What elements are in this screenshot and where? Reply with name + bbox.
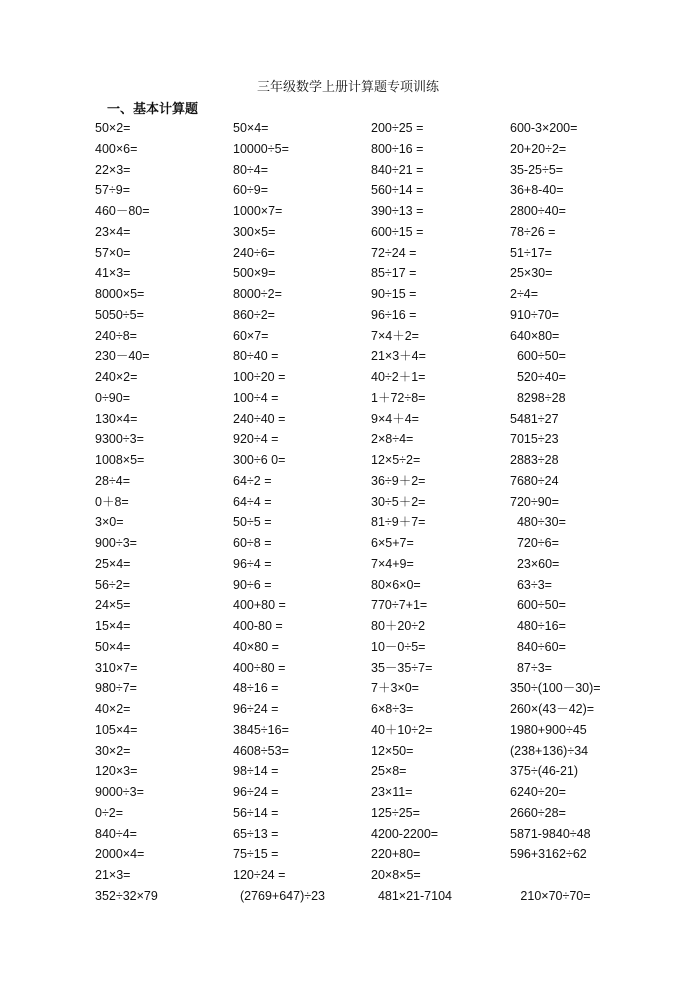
exercise-row: [0, 367, 696, 388]
exercise-row: [0, 263, 696, 284]
exercise-row: [0, 326, 696, 347]
exercise-item: 56÷2=: [95, 577, 131, 592]
exercise-row: [0, 554, 696, 575]
exercise-item: 980÷7=: [95, 681, 137, 696]
exercise-item: 40÷2＋1=: [371, 370, 426, 384]
exercise-item: 35－35÷7=: [371, 660, 433, 675]
exercise-item: 120×3=: [95, 764, 138, 779]
exercise-item: 80×6×0=: [371, 577, 421, 592]
exercise-item: 75÷15 =: [233, 847, 279, 862]
exercise-row: [0, 492, 696, 513]
exercise-item: 5871-9840÷48: [510, 826, 591, 841]
exercise-item: 596+3162÷62: [510, 847, 587, 862]
exercise-item: 240÷6=: [233, 245, 275, 260]
exercise-item: 90÷6 =: [233, 577, 272, 592]
exercise-item: 22×3=: [95, 162, 131, 177]
exercise-row: [0, 637, 696, 658]
exercise-item: 8298÷28: [510, 390, 566, 405]
exercise-item: 800÷16 =: [371, 141, 424, 156]
exercise-item: 600-3×200=: [510, 121, 578, 135]
exercise-item: 220+80=: [371, 847, 421, 862]
exercise-item: 96÷16 =: [371, 307, 417, 322]
exercise-item: 9000÷3=: [95, 785, 144, 799]
exercise-item: 600÷50=: [510, 349, 566, 364]
exercise-item: 100÷20 =: [233, 370, 286, 384]
exercise-item: 80÷40 =: [233, 349, 279, 364]
exercise-item: 720÷6=: [510, 536, 559, 550]
exercise-grid: [0, 118, 696, 907]
exercise-item: (238+136)÷34: [510, 743, 589, 758]
exercise-item: 1＋72÷8=: [371, 390, 426, 405]
exercise-item: 600÷15 =: [371, 224, 424, 239]
exercise-row: [0, 222, 696, 243]
exercise-item: 125÷25=: [371, 805, 420, 820]
exercise-item: 260×(43－42)=: [510, 702, 595, 716]
exercise-item: 600÷50=: [510, 598, 566, 613]
exercise-item: 5050÷5=: [95, 307, 144, 322]
exercise-item: 100÷4 =: [233, 390, 279, 405]
exercise-item: 9×4＋4=: [371, 411, 419, 426]
exercise-row: [0, 201, 696, 222]
exercise-item: 390÷13 =: [371, 204, 424, 218]
exercise-row: [0, 512, 696, 533]
exercise-row: [0, 616, 696, 637]
exercise-item: 80＋20÷2: [371, 619, 426, 633]
exercise-item: 50×4=: [233, 121, 269, 135]
exercise-item: 460－80=: [95, 204, 150, 218]
exercise-item: 8000×5=: [95, 287, 145, 301]
exercise-item: 60×7=: [233, 328, 269, 343]
exercise-item: 57÷9=: [95, 183, 131, 198]
exercise-item: 910÷70=: [510, 307, 559, 322]
exercise-item: 41×3=: [95, 266, 131, 281]
exercise-item: 210×70÷70=: [510, 888, 591, 903]
exercise-item: 300×5=: [233, 224, 276, 239]
exercise-item: 50×2=: [95, 121, 131, 135]
exercise-item: 57×0=: [95, 245, 131, 260]
exercise-item: 2660÷28=: [510, 805, 566, 820]
exercise-row: [0, 429, 696, 450]
exercise-row: [0, 450, 696, 471]
exercise-item: 60÷8 =: [233, 536, 272, 550]
exercise-item: 40×80 =: [233, 639, 279, 654]
exercise-item: 98÷14 =: [233, 764, 279, 779]
exercise-item: 240÷40 =: [233, 411, 286, 426]
exercise-item: 90÷15 =: [371, 287, 417, 301]
exercise-item: 2883÷28: [510, 453, 559, 467]
exercise-row: [0, 533, 696, 554]
exercise-item: 35-25÷5=: [510, 162, 564, 177]
exercise-item: 24×5=: [95, 598, 131, 613]
exercise-item: 7×4＋2=: [371, 328, 419, 343]
exercise-row: [0, 824, 696, 845]
exercise-item: 500×9=: [233, 266, 276, 281]
exercise-row: [0, 409, 696, 430]
exercise-item: 28÷4=: [95, 473, 131, 488]
exercise-item: 1980+900÷45: [510, 722, 587, 737]
exercise-item: 2÷4=: [510, 287, 539, 301]
exercise-item: 10000÷5=: [233, 141, 289, 156]
exercise-item: 30×2=: [95, 743, 131, 758]
exercise-row: [0, 595, 696, 616]
exercise-item: 30÷5＋2=: [371, 494, 426, 509]
exercise-row: [0, 678, 696, 699]
exercise-item: 20+20÷2=: [510, 141, 567, 156]
exercise-item: 51÷17=: [510, 245, 552, 260]
exercise-item: 56÷14 =: [233, 805, 279, 820]
exercise-row: [0, 865, 696, 886]
exercise-item: 15×4=: [95, 619, 131, 633]
exercise-item: 81÷9＋7=: [371, 515, 426, 530]
exercise-row: [0, 118, 696, 139]
exercise-row: [0, 180, 696, 201]
exercise-item: 96÷4 =: [233, 556, 272, 571]
exercise-item: 840÷21 =: [371, 162, 424, 177]
exercise-item: 23×60=: [510, 556, 560, 571]
exercise-item: 5481÷27: [510, 411, 559, 426]
exercise-item: 375÷(46-21): [510, 764, 579, 779]
exercise-row: [0, 160, 696, 181]
exercise-row: [0, 886, 696, 907]
exercise-item: 6×8÷3=: [371, 702, 414, 716]
exercise-row: [0, 782, 696, 803]
exercise-item: 200÷25 =: [371, 121, 424, 135]
exercise-item: 840÷60=: [510, 639, 566, 654]
exercise-item: 130×4=: [95, 411, 138, 426]
exercise-item: 12×50=: [371, 743, 414, 758]
exercise-item: 310×7=: [95, 660, 138, 675]
exercise-item: 840÷4=: [95, 826, 137, 841]
exercise-item: 85÷17 =: [371, 266, 417, 281]
exercise-item: 2×8÷4=: [371, 432, 414, 447]
exercise-item: 770÷7+1=: [371, 598, 428, 613]
exercise-row: [0, 346, 696, 367]
exercise-item: 1000×7=: [233, 204, 283, 218]
exercise-row: [0, 803, 696, 824]
section-heading: 一、基本计算题: [107, 102, 199, 117]
exercise-row: [0, 305, 696, 326]
exercise-item: 481×21-7104: [371, 888, 452, 903]
exercise-item: 25×30=: [510, 266, 553, 281]
exercise-item: 105×4=: [95, 722, 138, 737]
exercise-item: 40×2=: [95, 702, 131, 716]
exercise-item: 60÷9=: [233, 183, 269, 198]
exercise-row: [0, 761, 696, 782]
exercise-row: [0, 658, 696, 679]
exercise-item: 900÷3=: [95, 536, 137, 550]
exercise-item: 352÷32×79: [95, 888, 158, 903]
exercise-item: 23×11=: [371, 785, 413, 799]
exercise-item: 860÷2=: [233, 307, 275, 322]
exercise-item: 7680÷24: [510, 473, 559, 488]
exercise-item: 4608÷53=: [233, 743, 289, 758]
exercise-item: 640×80=: [510, 328, 560, 343]
exercise-row: [0, 575, 696, 596]
exercise-row: [0, 139, 696, 160]
exercise-item: 65÷13 =: [233, 826, 279, 841]
exercise-item: 8000÷2=: [233, 287, 282, 301]
exercise-item: 40＋10÷2=: [371, 722, 433, 737]
exercise-item: 10－0÷5=: [371, 639, 426, 654]
exercise-item: 480÷30=: [510, 515, 566, 530]
exercise-row: [0, 844, 696, 865]
exercise-item: 3×0=: [95, 515, 124, 530]
exercise-item: 63÷3=: [510, 577, 552, 592]
exercise-item: 6240÷20=: [510, 785, 566, 799]
exercise-item: 4200-2200=: [371, 826, 439, 841]
exercise-item: 0÷2=: [95, 805, 124, 820]
exercise-row: [0, 243, 696, 264]
exercise-row: [0, 741, 696, 762]
exercise-item: 9300÷3=: [95, 432, 144, 447]
exercise-item: 25×4=: [95, 556, 131, 571]
exercise-item: 23×4=: [95, 224, 131, 239]
exercise-row: [0, 471, 696, 492]
exercise-item: 64÷2 =: [233, 473, 272, 488]
exercise-item: 96÷24 =: [233, 702, 279, 716]
exercise-item: 87÷3=: [510, 660, 552, 675]
exercise-item: 7＋3×0=: [371, 681, 419, 696]
exercise-item: 21×3=: [95, 868, 131, 882]
exercise-item: 400+80 =: [233, 598, 286, 613]
exercise-item: 50÷5 =: [233, 515, 272, 530]
exercise-item: 560÷14 =: [371, 183, 424, 198]
exercise-item: 240÷8=: [95, 328, 137, 343]
exercise-row: [0, 699, 696, 720]
exercise-item: 25×8=: [371, 764, 407, 779]
exercise-item: 7×4+9=: [371, 556, 414, 571]
exercise-item: 80÷4=: [233, 162, 269, 177]
exercise-item: 400-80 =: [233, 619, 283, 633]
exercise-item: 300÷6 0=: [233, 453, 286, 467]
exercise-item: 0＋8=: [95, 494, 129, 509]
exercise-item: 6×5+7=: [371, 536, 414, 550]
exercise-item: (2769+647)÷23: [233, 888, 325, 903]
exercise-item: 2000×4=: [95, 847, 145, 862]
exercise-item: 230－40=: [95, 349, 150, 364]
exercise-item: 400×6=: [95, 141, 138, 156]
exercise-item: 96÷24 =: [233, 785, 279, 799]
exercise-item: 7015÷23: [510, 432, 559, 447]
exercise-item: 3845÷16=: [233, 722, 289, 737]
exercise-item: 48÷16 =: [233, 681, 279, 696]
exercise-item: 720÷90=: [510, 494, 559, 509]
exercise-item: 20×8×5=: [371, 868, 421, 882]
exercise-item: 12×5÷2=: [371, 453, 421, 467]
exercise-row: [0, 388, 696, 409]
exercise-item: 1008×5=: [95, 453, 145, 467]
exercise-item: 64÷4 =: [233, 494, 272, 509]
exercise-item: 2800÷40=: [510, 204, 566, 218]
page-title: 三年级数学上册计算题专项训练: [256, 80, 439, 95]
exercise-item: 350÷(100－30)=: [510, 681, 601, 696]
exercise-item: 400÷80 =: [233, 660, 286, 675]
exercise-item: 50×4=: [95, 639, 131, 654]
exercise-item: 920÷4 =: [233, 432, 279, 447]
exercise-item: 480÷16=: [510, 619, 566, 633]
exercise-item: 0÷90=: [95, 390, 131, 405]
exercise-row: [0, 720, 696, 741]
exercise-item: 120÷24 =: [233, 868, 286, 882]
exercise-item: 72÷24 =: [371, 245, 417, 260]
exercise-item: 21×3＋4=: [371, 349, 426, 364]
exercise-item: 36÷9＋2=: [371, 473, 426, 488]
exercise-item: 240×2=: [95, 370, 138, 384]
exercise-item: 36+8-40=: [510, 183, 564, 198]
exercise-item: 520÷40=: [510, 370, 566, 384]
exercise-item: 78÷26 =: [510, 224, 556, 239]
exercise-row: [0, 284, 696, 305]
